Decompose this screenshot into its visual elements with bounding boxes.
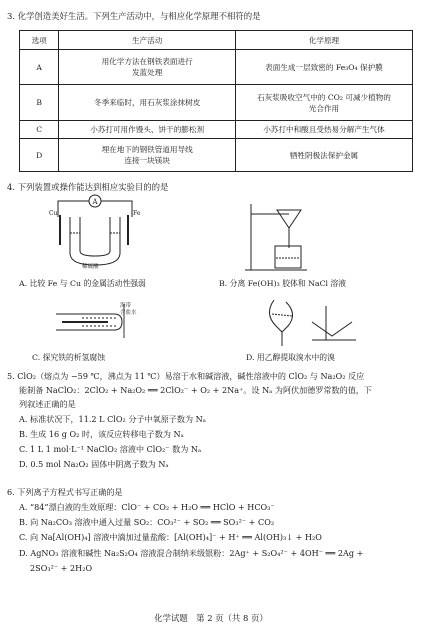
row-principle: 小苏打中和酸且受热易分解产生气体 (235, 121, 412, 139)
row-activity: 冬季来临时，用石灰浆涂抹树皮 (59, 85, 236, 121)
table-row (20, 121, 413, 139)
row-option: D (20, 139, 59, 172)
table-row (20, 139, 413, 172)
option-c-caption: C. 探究铁的析氢腐蚀 (32, 353, 106, 362)
question-6-option-a: A. “84”漂白液的生效原理：ClO⁻ + CO₂ + H₂O ══ HClO + HCO₃⁻ (19, 502, 275, 512)
row-activity: 小苏打可用作馒头、饼干的膨松剂 (59, 121, 236, 139)
solution-label: 稀硫酸 (82, 264, 99, 269)
question-3-table (19, 30, 413, 172)
row-principle: 牺牲阴极法保护金属 (235, 139, 412, 172)
header-principle: 化学原理 (235, 31, 412, 50)
question-6-option-c: C. 向 Na[Al(OH)₄] 溶液中滴加过量盐酸：[Al(OH)₄]⁻ + H⁺ ══ Al(OH)₃↓ + H₂O (19, 532, 322, 542)
row-activity: 用化学方法在钢铁表面进行 发蓝处理 (59, 50, 236, 85)
option-a-caption: A. 比较 Fe 与 Cu 的金属活动性强弱 (19, 279, 146, 288)
row-principle: 石灰浆吸收空气中的 CO₂ 可减少植物的 光合作用 (235, 85, 412, 121)
option-d-caption: D. 用乙醇提取溴水中的溴 (246, 353, 335, 362)
figure-a-u-tube-cell (40, 193, 150, 269)
question-6-option-d: D. AgNO₃ 溶液和碱性 Na₂S₂O₄ 溶液混合制纳米级银粉：2Ag⁺ + S₂O₄²⁻ + 4OH⁻ ══ 2Ag + (19, 548, 364, 558)
figure-c-test-tube (52, 298, 144, 346)
page-footer: 化学试题 第 2 页（共 8 页） (154, 613, 268, 623)
row-option: B (20, 85, 59, 121)
row-activity: 埋在地下的钢铁管道用导线 连接一块镁块 (59, 139, 236, 172)
question-5-line: 列叙述正确的是 (19, 399, 76, 409)
row-principle: 表面生成一层致密的 Fe₃O₄ 保护膜 (235, 50, 412, 85)
ammeter-label: A (92, 198, 98, 206)
question-6-option-b: B. 向 Na₂CO₃ 溶液中通入过量 SO₂：CO₃²⁻ + SO₂ ══ SO₃²⁻ + CO₂ (19, 517, 275, 527)
question-6-option-d-cont: 2SO₃²⁻ + 2H₂O (30, 563, 93, 573)
table-row (20, 50, 413, 85)
tube-label-2: 含盐水 (120, 310, 137, 316)
question-6-stem: 6. 下列离子方程式书写正确的是 (7, 487, 123, 497)
question-3-stem: 3. 化学创造美好生活。下列生产活动中，与相应化学原理不相符的是 (7, 11, 261, 21)
row-option: C (20, 121, 59, 139)
question-5-line: 能制备 NaClO₂：2ClO₂ + Na₂O₂ ══ 2ClO₂⁻ + O₂ + 2Na⁺。设 Nₐ 为阿伏加德罗常数的值，下 (19, 385, 372, 395)
question-4-stem: 4. 下列装置或操作能达到相应实验目的的是 (7, 182, 169, 192)
header-option: 选项 (20, 31, 59, 50)
question-5-option-d: D. 0.5 mol Na₂O₂ 固体中阴离子数为 Nₐ (19, 459, 169, 469)
question-5-option-b: B. 生成 16 g O₂ 时，该反应转移电子数为 Nₐ (19, 429, 184, 439)
fe-label: Fe (133, 210, 141, 217)
tube-label-1: 海带 (120, 303, 132, 309)
option-b-caption: B. 分离 Fe(OH)₃ 胶体和 NaCl 溶液 (219, 279, 347, 288)
header-activity: 生产活动 (59, 31, 236, 50)
row-option: A (20, 50, 59, 85)
question-5-option-c: C. 1 L 1 mol·L⁻¹ NaClO₂ 溶液中 ClO₂⁻ 数为 Nₐ (19, 444, 202, 454)
table-row (20, 85, 413, 121)
question-5-option-a: A. 标准状况下，11.2 L ClO₂ 分子中氧原子数为 Nₐ (19, 414, 206, 424)
figure-b-filtration (237, 200, 315, 272)
table-header-row (20, 31, 413, 50)
figure-d-separating-funnel (252, 292, 364, 350)
cu-label: Cu (49, 210, 58, 217)
question-5-line: 5. ClO₂（熔点为 −59 ℃，沸点为 11 ℃）易溶于水和碱溶液，碱性溶液中的 ClO₂ 与 Na₂O₂ 反应 (7, 371, 365, 381)
